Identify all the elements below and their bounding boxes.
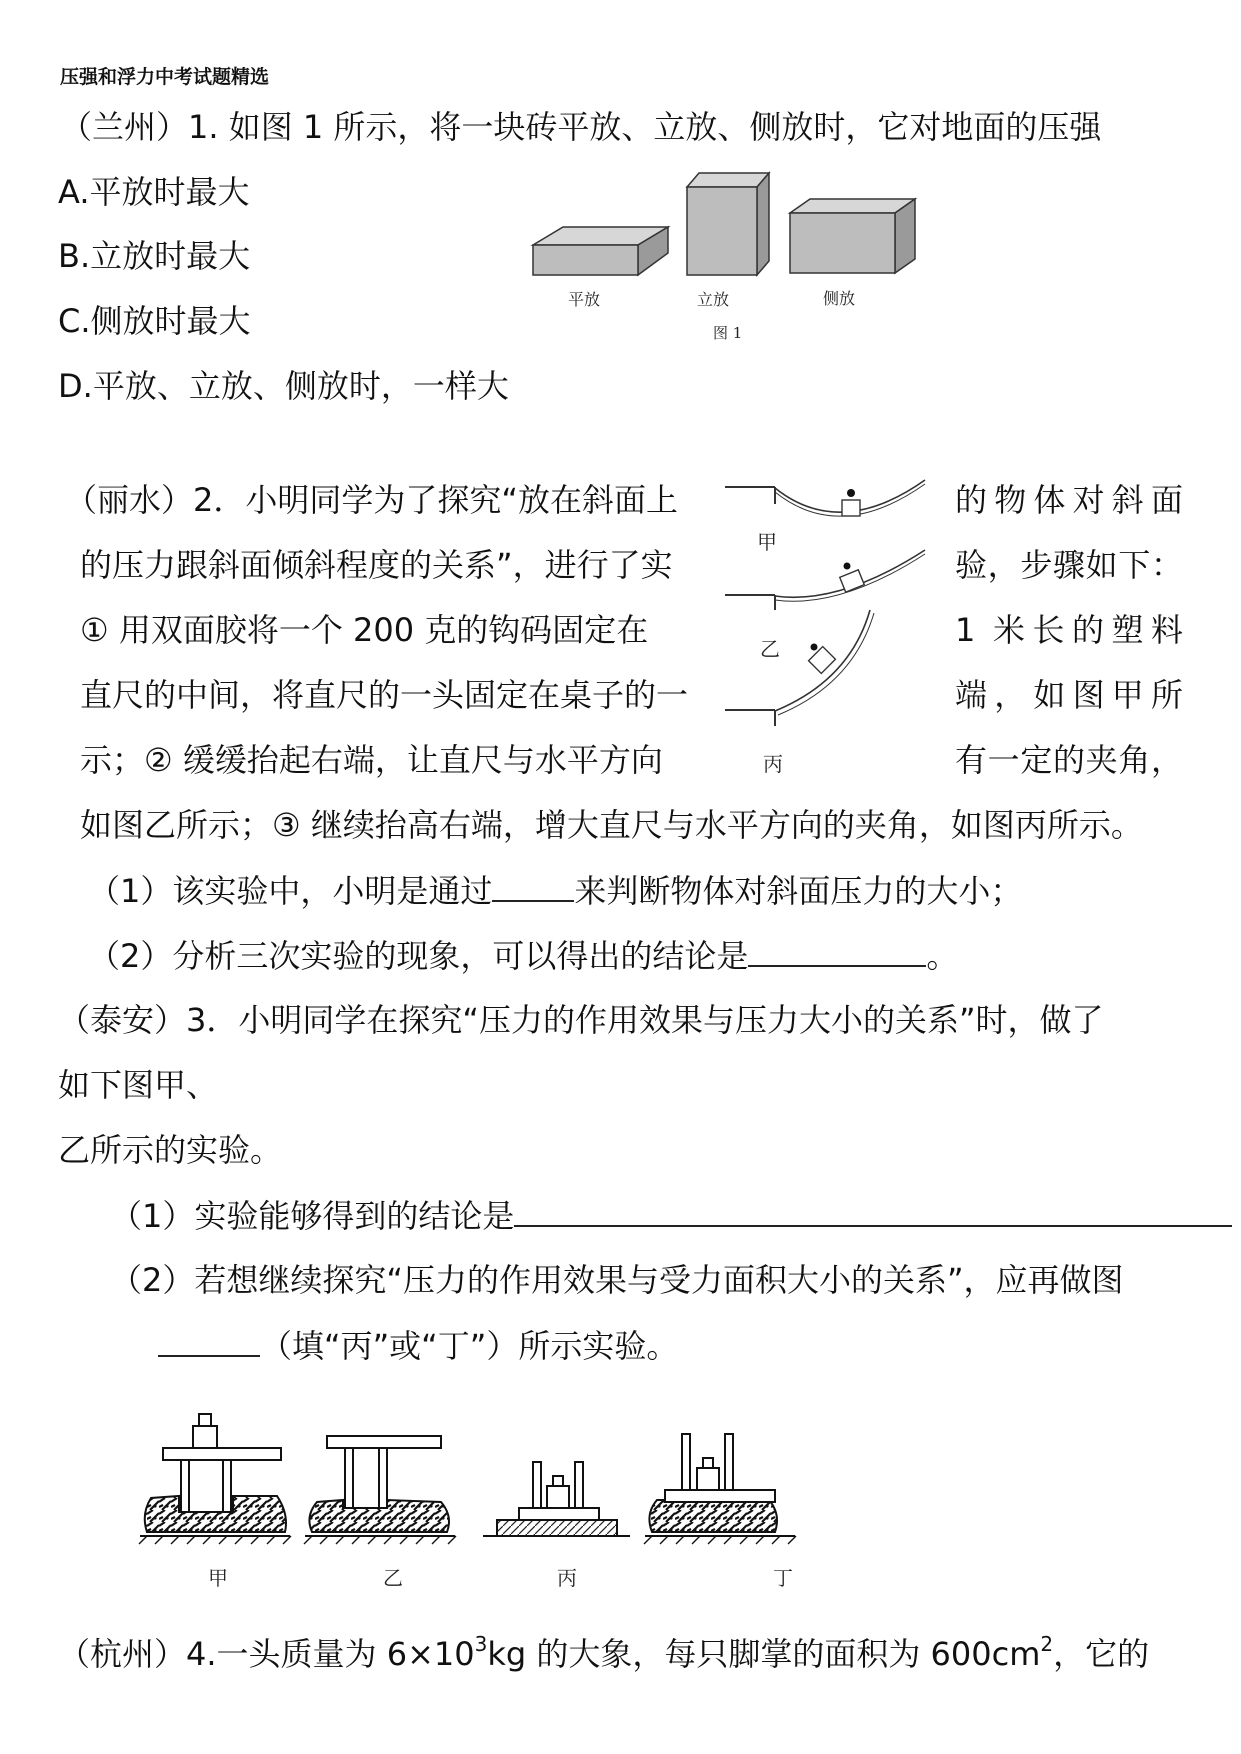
q3-sub2-cont bbox=[158, 1325, 678, 1366]
q2-label-jia: 甲 bbox=[757, 530, 777, 554]
q1-option-a: A.平放时最大 bbox=[58, 173, 250, 211]
q4-exponent-1: 3 bbox=[474, 1632, 488, 1656]
q2-line2-right: 验，步骤如下： bbox=[955, 546, 1183, 584]
q2-sub2-text-b: 。 bbox=[926, 937, 959, 975]
q2-sub2-blank[interactable] bbox=[748, 935, 926, 967]
setup-jia bbox=[139, 1414, 291, 1544]
q2-sub1-text-a: （1）该实验中，小明是通过 bbox=[88, 872, 493, 910]
q2-line5-right: 有一定的夹角， bbox=[955, 741, 1183, 779]
q1-label-side: 侧放 bbox=[823, 289, 856, 308]
q1-option-b: B.立放时最大 bbox=[58, 237, 251, 275]
setup-bing bbox=[483, 1462, 630, 1536]
q1-label-flat: 平放 bbox=[568, 290, 601, 309]
q3-line3: 乙所示的实验。 bbox=[58, 1131, 283, 1169]
q3-label-jia: 甲 bbox=[208, 1566, 228, 1590]
q2-sub1-blank[interactable] bbox=[492, 870, 574, 902]
brick-flat bbox=[533, 227, 668, 275]
q2-ruler-figure bbox=[720, 470, 930, 785]
q1-figure-caption: 图 1 bbox=[713, 324, 743, 342]
q3-sub2-blank[interactable] bbox=[158, 1325, 260, 1357]
q2-line3-right: 1 米长的塑料 bbox=[955, 611, 1183, 649]
q3-line1: （泰安）3．小明同学在探究“压力的作用效果与压力大小的关系”时，做了 bbox=[58, 1001, 1104, 1039]
q3-sub2: （2）若想继续探究“压力的作用效果与受力面积大小的关系”，应再做图 bbox=[110, 1261, 1124, 1299]
q2-line4-left: 直尺的中间，将直尺的一头固定在桌子的一 bbox=[80, 676, 689, 714]
q3-label-yi: 乙 bbox=[383, 1566, 403, 1590]
q4-exponent-2: 2 bbox=[1040, 1632, 1054, 1656]
q2-label-bing: 丙 bbox=[763, 752, 783, 776]
q1-stem: （兰州）1. 如图 1 所示，将一块砖平放、立放、侧放时，它对地面的压强 bbox=[60, 108, 1102, 146]
ruler-setup-bing bbox=[725, 610, 874, 726]
ruler-setup-yi bbox=[725, 550, 925, 610]
q2-line5-left: 示；② 缓缓抬起右端，让直尺与水平方向 bbox=[80, 741, 663, 779]
q4-text-3: ，它的 bbox=[1053, 1635, 1150, 1673]
q1-option-c: C.侧放时最大 bbox=[58, 302, 251, 340]
brick-upright bbox=[687, 173, 769, 275]
document-title: 压强和浮力中考试题精选 bbox=[60, 66, 270, 88]
q2-line3-left: ① 用双面胶将一个 200 克的钩码固定在 bbox=[80, 611, 649, 649]
q2-label-yi: 乙 bbox=[760, 637, 780, 661]
brick-side bbox=[790, 199, 915, 273]
q2-line1-left: （丽水）2．小明同学为了探究“放在斜面上 bbox=[65, 481, 678, 519]
q3-sub1-text: （1）实验能够得到的结论是 bbox=[110, 1197, 515, 1235]
q3-experiment-figure bbox=[135, 1390, 865, 1550]
q2-sub1 bbox=[88, 870, 1022, 911]
q2-line1-right: 的物体对斜面 bbox=[955, 481, 1183, 519]
q4-text-1: （杭州）4.一头质量为 6×10 bbox=[58, 1635, 475, 1673]
q4-text-2: kg 的大象，每只脚掌的面积为 600cm bbox=[487, 1635, 1041, 1673]
q3-sub2-cont-text: （填“丙”或“丁”）所示实验。 bbox=[260, 1327, 679, 1365]
q3-label-ding: 丁 bbox=[773, 1566, 793, 1590]
q1-option-d: D.平放、立放、侧放时，一样大 bbox=[58, 367, 509, 405]
q3-label-bing: 丙 bbox=[557, 1566, 577, 1590]
q4-stem bbox=[58, 1634, 1149, 1674]
q1-label-upright: 立放 bbox=[697, 290, 730, 309]
q3-sub1 bbox=[110, 1195, 1232, 1236]
q2-sub2 bbox=[88, 935, 958, 976]
q2-line2-left: 的压力跟斜面倾斜程度的关系”，进行了实 bbox=[80, 546, 673, 584]
q2-line4-right: 端，如图甲所 bbox=[955, 676, 1183, 714]
q2-line6: 如图乙所示；③ 继续抬高右端，增大直尺与水平方向的夹角，如图丙所示。 bbox=[80, 806, 1143, 844]
setup-yi bbox=[304, 1436, 456, 1544]
q3-line2: 如下图甲、 bbox=[58, 1066, 219, 1104]
q2-sub2-text-a: （2）分析三次实验的现象，可以得出的结论是 bbox=[88, 937, 749, 975]
q3-sub1-blank[interactable] bbox=[514, 1195, 1232, 1227]
q1-brick-figure bbox=[525, 165, 925, 340]
q2-sub1-text-b: 来判断物体对斜面压力的大小； bbox=[574, 872, 1023, 910]
ruler-setup-jia bbox=[725, 480, 925, 516]
setup-ding bbox=[644, 1434, 796, 1544]
